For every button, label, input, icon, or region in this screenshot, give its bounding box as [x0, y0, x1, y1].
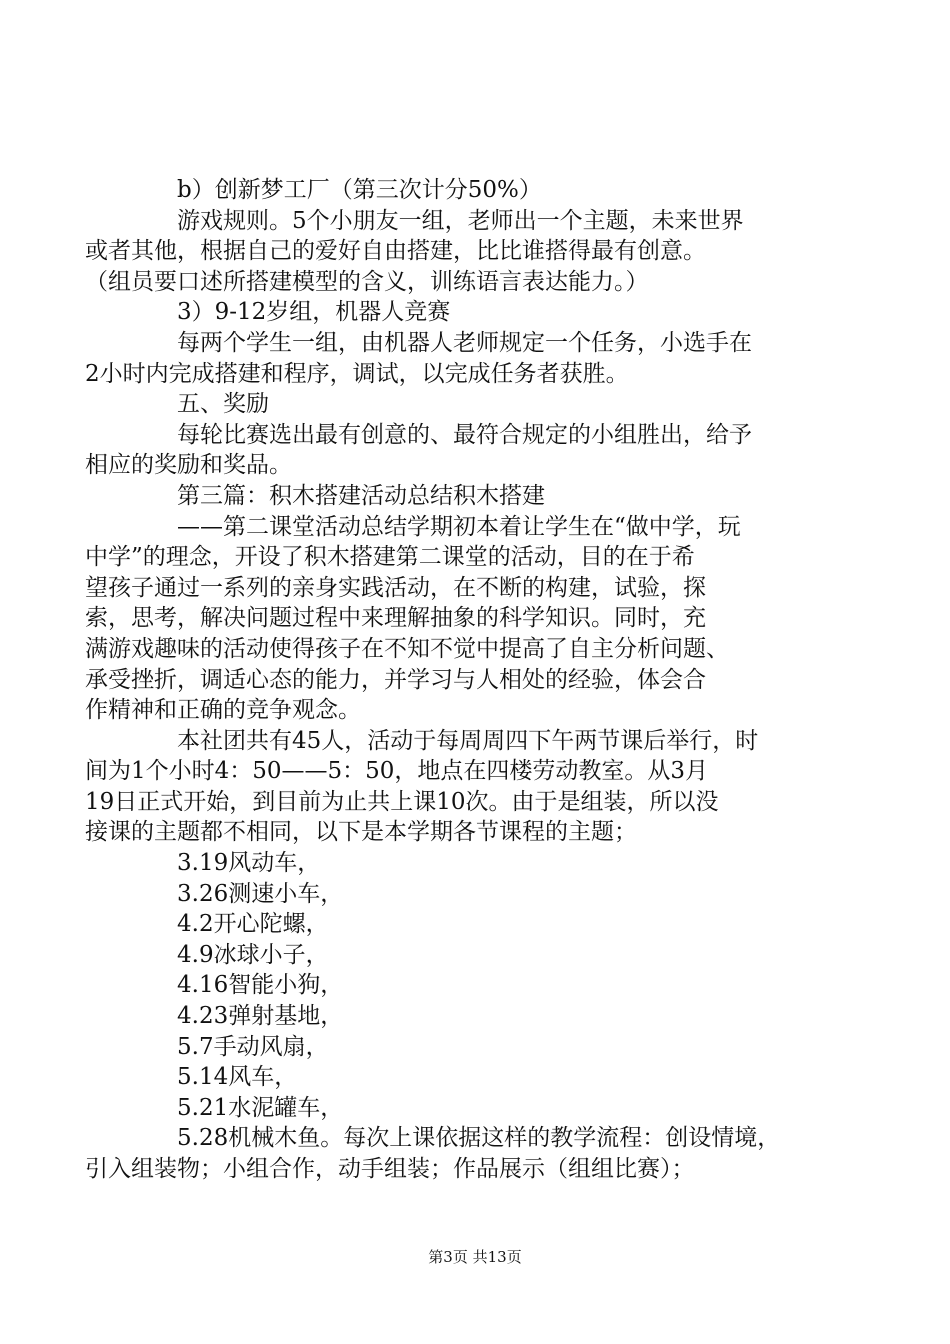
text-line: 引入组装物；小组合作，动手组装；作品展示（组组比赛）；	[85, 1156, 695, 1182]
paragraph	[131, 1093, 831, 1124]
page-footer: 第3页 共13页	[428, 1248, 522, 1266]
text-line: 望孩子通过一系列的亲身实践活动，在不断的构建，试验，探	[85, 574, 706, 601]
paragraph	[131, 879, 831, 910]
text-line: 5.14风车，	[177, 1064, 298, 1091]
text-line: 五、奖励	[177, 391, 269, 418]
text-line: 索，思考，解决问题过程中来理解抽象的科学知识。同时，充	[85, 605, 706, 632]
text-line: 5.21水泥罐车，	[177, 1094, 344, 1121]
paragraph	[85, 206, 831, 298]
text-line: 本社团共有45人，活动于每周周四下午两节课后举行，时	[177, 727, 759, 754]
text-line: 3.26测速小车，	[177, 880, 344, 907]
paragraph	[131, 1032, 831, 1063]
text-line: 2小时内完成搭建和程序，调试，以完成任务者获胜。	[85, 360, 629, 387]
paragraph	[85, 726, 831, 848]
text-line: 承受挫折，调适心态的能力，并学习与人相处的经验，体会合	[85, 666, 706, 693]
text-line: 作精神和正确的竞争观念。	[85, 697, 361, 724]
text-line: 游戏规则。5个小朋友一组，老师出一个主题，未来世界	[177, 207, 744, 234]
text-line: 4.23弹射基地，	[177, 1003, 344, 1030]
paragraph	[131, 389, 831, 420]
paragraph	[85, 1123, 831, 1184]
text-line: 每两个学生一组，由机器人老师规定一个任务，小选手在	[177, 329, 752, 356]
text-line: （组员要口述所搭建模型的含义，训练语言表达能力。）	[85, 268, 649, 295]
paragraph	[131, 940, 831, 971]
paragraph	[131, 970, 831, 1001]
text-line: 3.19风动车，	[177, 850, 321, 877]
text-line: 间为1个小时4：50——5：50，地点在四楼劳动教室。从3月	[85, 758, 709, 785]
document-body	[85, 175, 831, 1185]
paragraph	[85, 420, 831, 481]
paragraph	[131, 909, 831, 940]
text-line: ——第二课堂活动总结学期初本着让学生在“做中学，玩	[177, 513, 741, 540]
text-line: 第三篇：积木搭建活动总结积木搭建	[177, 482, 545, 509]
text-line: 4.9冰球小子，	[177, 941, 329, 968]
text-line: 满游戏趣味的活动使得孩子在不知不觉中提高了自主分析问题、	[85, 635, 729, 662]
paragraph	[131, 481, 831, 512]
paragraph	[85, 328, 831, 389]
paragraph	[131, 1062, 831, 1093]
text-line: 中学”的理念，开设了积木搭建第二课堂的活动，目的在于希	[85, 544, 695, 571]
text-line: 5.7手动风扇，	[177, 1033, 329, 1060]
paragraph	[131, 848, 831, 879]
text-line: 接课的主题都不相同，以下是本学期各节课程的主题；	[85, 819, 637, 846]
text-line: 相应的奖励和奖品。	[85, 452, 292, 479]
text-line: 3）9-12岁组，机器人竞赛	[177, 299, 451, 326]
text-line: 4.2开心陀螺，	[177, 911, 329, 938]
text-line: 5.28机械木鱼。每次上课依据这样的教学流程：创设情境，	[177, 1125, 781, 1152]
text-line: 每轮比赛选出最有创意的、最符合规定的小组胜出，给予	[177, 421, 752, 448]
paragraph	[131, 297, 831, 328]
text-line: b）创新梦工厂（第三次计分50%）	[177, 177, 542, 203]
text-line: 19日正式开始，到目前为止共上课10次。由于是组装，所以没	[85, 788, 719, 815]
text-line: 或者其他，根据自己的爱好自由搭建，比比谁搭得最有创意。	[85, 238, 706, 265]
text-line: 4.16智能小狗，	[177, 972, 344, 999]
paragraph	[131, 175, 831, 206]
paragraph	[85, 512, 831, 726]
paragraph	[131, 1001, 831, 1032]
